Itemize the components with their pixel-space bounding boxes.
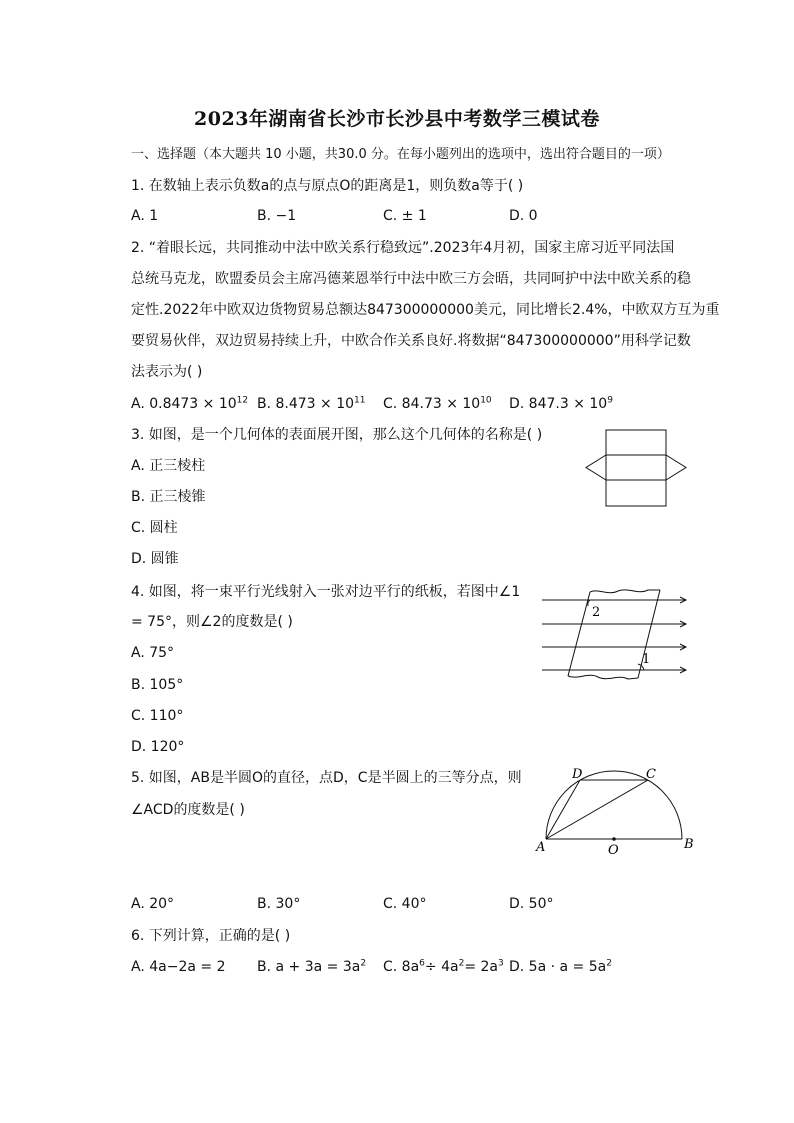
angle-1-label: 1 [642, 652, 651, 667]
q6-option-a: A. 4a−2a = 2 [131, 959, 226, 975]
point-o-label: O [608, 843, 619, 858]
point-b-label: B [684, 837, 694, 852]
q4-option-c: C. 110° [131, 708, 184, 724]
net-rectangle [606, 430, 666, 506]
q6-option-b: B. $a + 3a = 3a^2$ [257, 958, 367, 975]
semicircle-figure [532, 764, 702, 859]
point-c-label: C [646, 767, 656, 782]
question-1: 1. 在数轴上表示负数a的点与原点O的距离是1，则负数a等于( ) [131, 178, 524, 194]
q4-option-b: B. 105° [131, 677, 184, 693]
board-left-edge [568, 592, 590, 676]
net-left-triangle [586, 455, 606, 480]
q6-option-d: D. $5a \cdot a = 5a^2$ [509, 958, 612, 975]
section-heading: 一、选择题（本大题共 10 小题，共30.0 分。在每小题列出的选项中，选出符合题目的一项） [131, 147, 670, 162]
board-bottom-edge [568, 675, 638, 679]
question-5-line-1: 5. 如图，AB是半圆O的直径，点D，C是半圆上的三等分点，则 [131, 770, 522, 786]
q2-option-a: A. $0.8473 \times 10^{12}$ [131, 395, 249, 412]
point-a-label: A [536, 840, 546, 855]
question-6: 6. 下列计算，正确的是( ) [131, 928, 291, 944]
question-4-line-2: = 75°，则∠2的度数是( ) [131, 614, 293, 630]
q3-option-d: D. 圆锥 [131, 551, 179, 567]
question-5-line-2: ∠ACD的度数是( ) [131, 802, 245, 818]
exam-title: 2023年湖南省长沙市长沙县中考数学三模试卷 [194, 108, 600, 130]
semicircle-arc [546, 771, 682, 839]
q5-option-d: D. 50° [509, 896, 554, 912]
q1-option-a: A. 1 [131, 208, 159, 224]
question-2-line-5: 法表示为( ) [131, 364, 203, 380]
q5-option-a: A. 20° [131, 896, 175, 912]
question-4-line-1: 4. 如图，将一束平行光线射入一张对边平行的纸板，若图中∠1 [131, 584, 521, 600]
q3-option-c: C. 圆柱 [131, 520, 178, 536]
q5-option-b: B. 30° [257, 896, 301, 912]
q3-option-b: B. 正三棱锥 [131, 489, 206, 505]
point-d-label: D [572, 767, 583, 782]
parallel-light-figure [538, 584, 698, 684]
net-right-triangle [666, 455, 686, 480]
q1-option-d: D. 0 [509, 208, 538, 224]
q3-option-a: A. 正三棱柱 [131, 458, 206, 474]
question-2-line-2: 总统马克龙，欧盟委员会主席冯德莱恩举行中法中欧三方会晤，共同呵护中法中欧关系的稳 [131, 271, 691, 287]
question-2-line-3: 定性.2022年中欧双边货物贸易总额达847300000000美元，同比增长2.4%，中欧双方互为重 [131, 302, 720, 318]
q4-option-d: D. 120° [131, 739, 185, 755]
center-point [612, 837, 616, 841]
question-2-line-1: 2. “着眼长远，共同推动中法中欧关系行稳致远”.2023年4月初，国家主席习近平同法国 [131, 240, 675, 256]
q1-option-b: B. −1 [257, 208, 297, 224]
q2-option-c: C. $84.73 \times 10^{10}$ [383, 395, 492, 412]
angle-2-label: 2 [592, 605, 601, 620]
question-3: 3. 如图，是一个几何体的表面展开图，那么这个几何体的名称是( ) [131, 427, 543, 443]
q2-option-d: D. $847.3 \times 10^9$ [509, 395, 613, 412]
board-top-edge [590, 590, 660, 593]
chord-ac [546, 780, 648, 839]
q1-option-c: C. ± 1 [383, 208, 427, 224]
prism-net-figure [582, 428, 692, 508]
chord-ad [546, 780, 580, 839]
q2-option-b: B. $8.473 \times 10^{11}$ [257, 395, 366, 412]
question-2-line-4: 要贸易伙伴，双边贸易持续上升，中欧合作关系良好.将数据“847300000000”用科学记数 [131, 333, 691, 349]
q4-option-a: A. 75° [131, 645, 175, 661]
q5-option-c: C. 40° [383, 896, 427, 912]
q6-option-c: C. $8a^6\div 4a^2= 2a^3$ [383, 958, 504, 975]
